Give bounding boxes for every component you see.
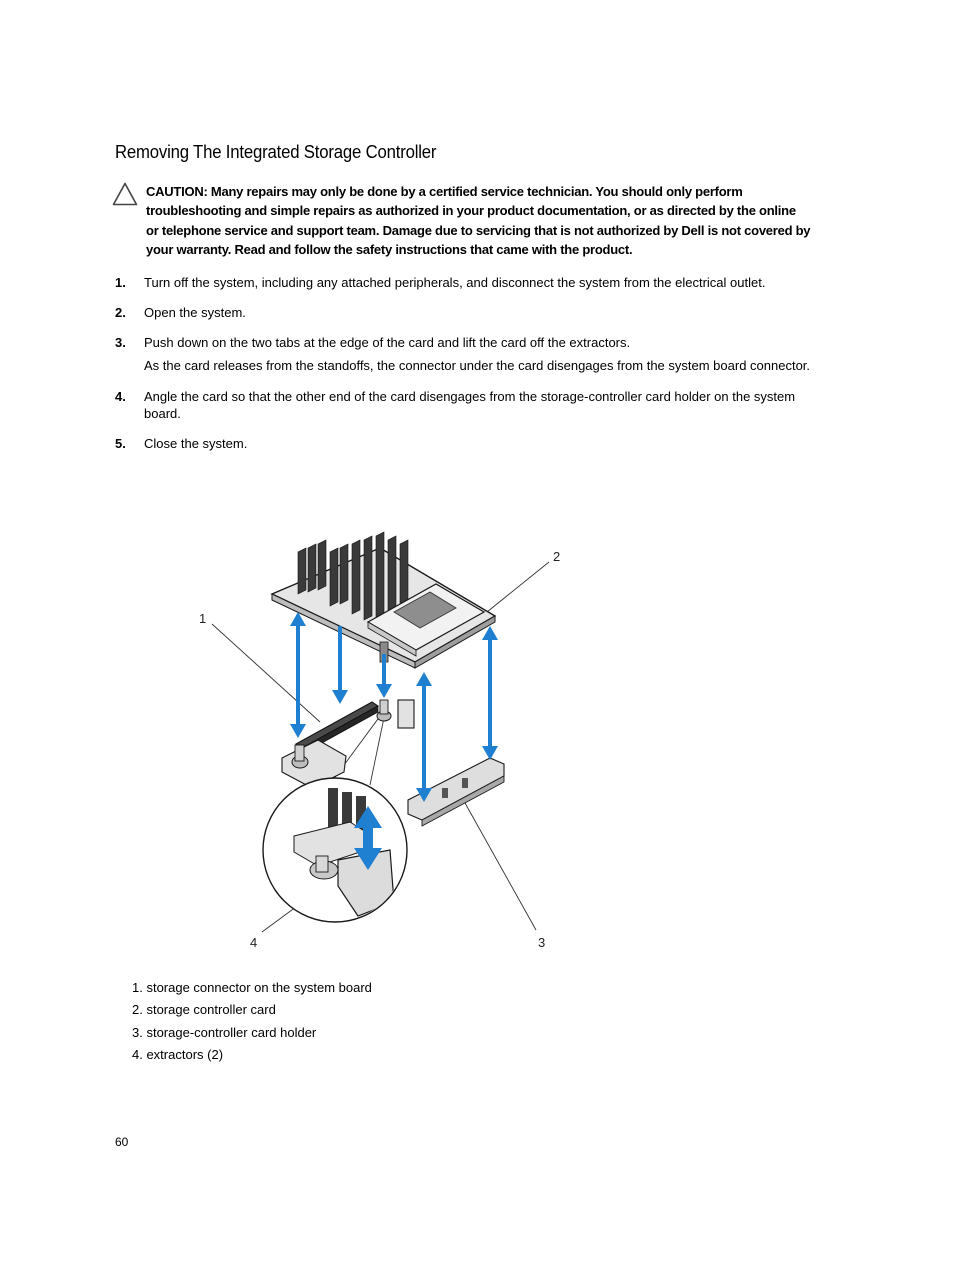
legend-item: 1. storage connector on the system board: [132, 980, 372, 995]
step-2: [115, 304, 815, 321]
step-text: Open the system.: [144, 305, 246, 320]
figure-legend: [132, 977, 372, 1066]
leader-line-3: [460, 794, 536, 930]
step-text: Close the system.: [144, 436, 248, 451]
step-note: As the card releases from the standoffs, the connector under the card disengages from the system board connector.: [144, 358, 811, 373]
warning-triangle-icon: [112, 182, 138, 206]
legend-item: 3. storage-controller card holder: [132, 1024, 317, 1040]
page-number: 60: [115, 1135, 129, 1149]
step-number: 1.: [115, 275, 126, 290]
step-text: Turn off the system, including any attached peripherals, and disconnect the system from the electrical outlet.: [144, 275, 766, 290]
step-4: [115, 388, 815, 422]
step-number: 4.: [115, 389, 126, 404]
step-number: 5.: [115, 436, 126, 451]
legend-item: 4. extractors (2): [132, 1046, 224, 1062]
leader-line-2: [482, 562, 549, 616]
callout-2: 2: [553, 549, 561, 564]
step-5: [115, 435, 815, 452]
step-number: 3.: [115, 335, 126, 350]
page-title: Removing The Integrated Storage Controller: [115, 142, 437, 162]
detail-magnifier: [263, 778, 407, 922]
figure-illustration: [190, 530, 570, 960]
callout-3: 3: [538, 935, 546, 950]
storage-controller-figure: [190, 530, 570, 960]
legend-item: 2. storage controller card: [132, 1002, 276, 1018]
step-text: Push down on the two tabs at the edge of the card and lift the card off the extractors.: [144, 335, 631, 350]
leader-line-1: [212, 624, 320, 722]
step-1: [115, 274, 815, 291]
step-number: 2.: [115, 305, 126, 320]
callout-1: 1: [199, 611, 207, 626]
step-3: [115, 334, 815, 375]
caution-text: CAUTION: Many repairs may only be done by a certified service technician. You should only perform troubleshooting and simple repairs as authorized in your product documentation, or as directed by the online or telephone service and support team. Damage due to servicing that is not authorized by Dell is not covered by your warranty. Read and follow the safety instructions that came with the product.: [146, 184, 811, 257]
callout-4: 4: [250, 935, 258, 950]
step-text: Angle the card so that the other end of the card disengages from the storage-controller card holder on the system board.: [144, 389, 796, 421]
procedure-steps: [115, 274, 815, 452]
storage-controller-card: [272, 532, 495, 668]
